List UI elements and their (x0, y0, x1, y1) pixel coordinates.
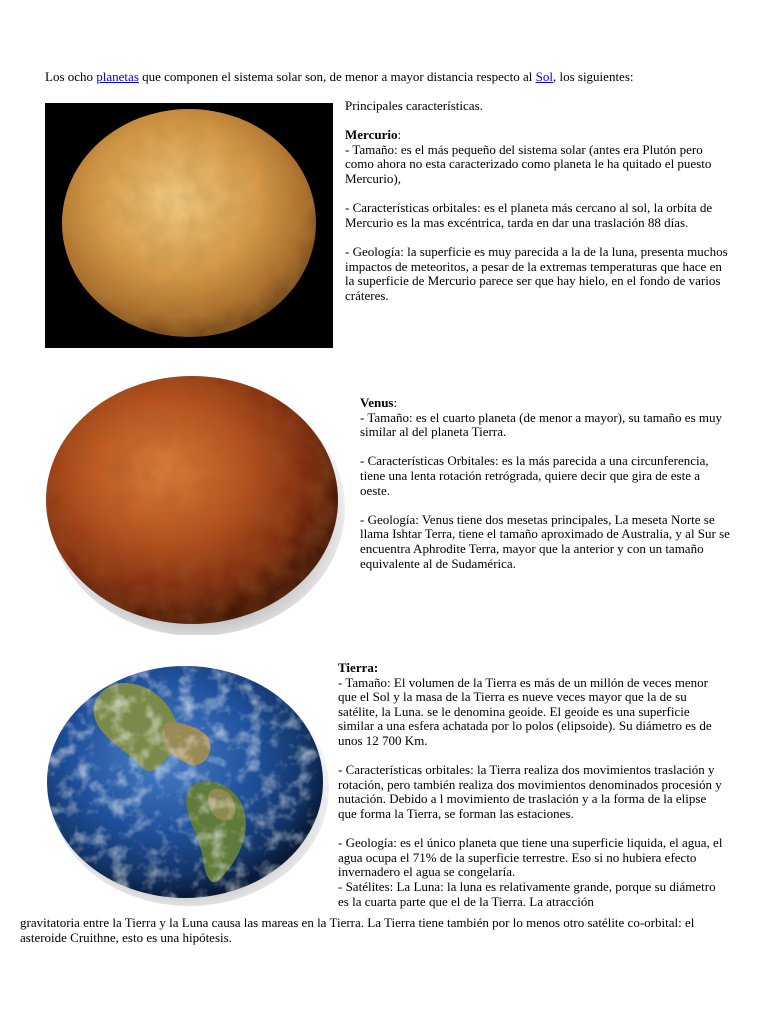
mercurio-title (345, 128, 730, 143)
mercurio-image (45, 103, 333, 348)
tierra-satellites-part2: gravitatoria entre la Tierra y la Luna causa las mareas en la Tierra. La Tierra tiene también por lo menos otro satélite co-orbital: el asteroide Cruithne, esto es una hipótesis. (20, 915, 695, 945)
venus-geology: - Geología: Venus tiene dos mesetas principales, La meseta Norte se llama Ishtar Terra, tiene el tamaño aproximado de Australia, y al Sur se encuentra Aphrodite Terra, mayor que la anterior y con un tamaño equivalente al de Sudamérica. (360, 511, 730, 571)
mercurio-section (345, 99, 730, 318)
venus-image (45, 370, 345, 635)
tierra-geology: - Geología: es el único planeta que tiene una superficie liquida, el agua, el agua ocupa el 71% de la superficie terrestre. Eso si no hubiera efecto invernadero el agua se congelaría. (338, 835, 723, 880)
venus-section (360, 396, 730, 586)
section-heading: Principales características. (345, 98, 483, 113)
sol-link[interactable]: Sol (535, 69, 553, 84)
tierra-name: Tierra: (338, 660, 379, 675)
tierra-size: - Tamaño: El volumen de la Tierra es más de un millón de veces menor que el Sol y la masa de la Tierra es nueve veces mayor que la de su satélite, la Luna. se le denomina geoide. El geoide es una superficie similar a una esfera achatada por lo polos (elipsoide). Su diámetro es de unos 12 700 Km. (338, 674, 712, 748)
venus-name: Venus (360, 395, 394, 410)
intro-text-3: , los siguientes: (552, 69, 634, 84)
tierra-satellites-continuation (20, 916, 720, 945)
mercurio-geology: - Geología: la superficie es muy parecida a la de la luna, presenta muchos impactos de meteoritos, a pesar de la extremas temperaturas que hace en la superficie de Mercurio parece ser que hay hielo, en el fondo de varios cráteres. (345, 243, 728, 303)
venus-name-suffix: : (393, 395, 398, 410)
mercurio-name: Mercurio (345, 127, 398, 143)
mercurio-size: - Tamaño: es el más pequeño del sistema solar (antes era Plutón pero como ahora no esta caracterizado como planeta le ha quitado el puesto Mercurio), (345, 141, 712, 186)
planetas-link[interactable]: planetas (96, 69, 139, 84)
tierra-orbital: - Características orbitales: la Tierra realiza dos movimientos traslación y rotación, pero también realiza dos movimientos denominados procesión y nutación. Debido a l movimiento de traslación y a la forma de la elipse que forma la Tierra, se forman las estaciones. (338, 762, 722, 821)
mercurio-name-suffix: : (397, 127, 402, 143)
intro-text-1: Los ocho (45, 69, 97, 84)
intro-text-2: que componen el sistema solar son, de menor a mayor distancia respecto al (138, 69, 536, 84)
tierra-satellites-part1: - Satélites: La Luna: la luna es relativamente grande, porque su diámetro es la cuarta parte que el de la Tierra. La atracción (338, 878, 716, 909)
venus-size: - Tamaño: es el cuarto planeta (de menor a mayor), su tamaño es muy similar al del planeta Tierra. (360, 409, 723, 440)
intro-paragraph (45, 70, 745, 85)
venus-orbital: - Características Orbitales: es la más parecida a una circunferencia, tiene una lenta rotación retrógrada, quiere decir que gira de este a oeste. (360, 453, 709, 498)
venus-title (360, 396, 730, 411)
tierra-image (45, 664, 330, 909)
tierra-title (338, 661, 723, 676)
tierra-section (338, 661, 723, 909)
mercurio-orbital: - Características orbitales: es el planeta más cercano al sol, la orbita de Mercurio es la mas excéntrica, tarda en dar una traslación 88 días. (345, 200, 713, 230)
